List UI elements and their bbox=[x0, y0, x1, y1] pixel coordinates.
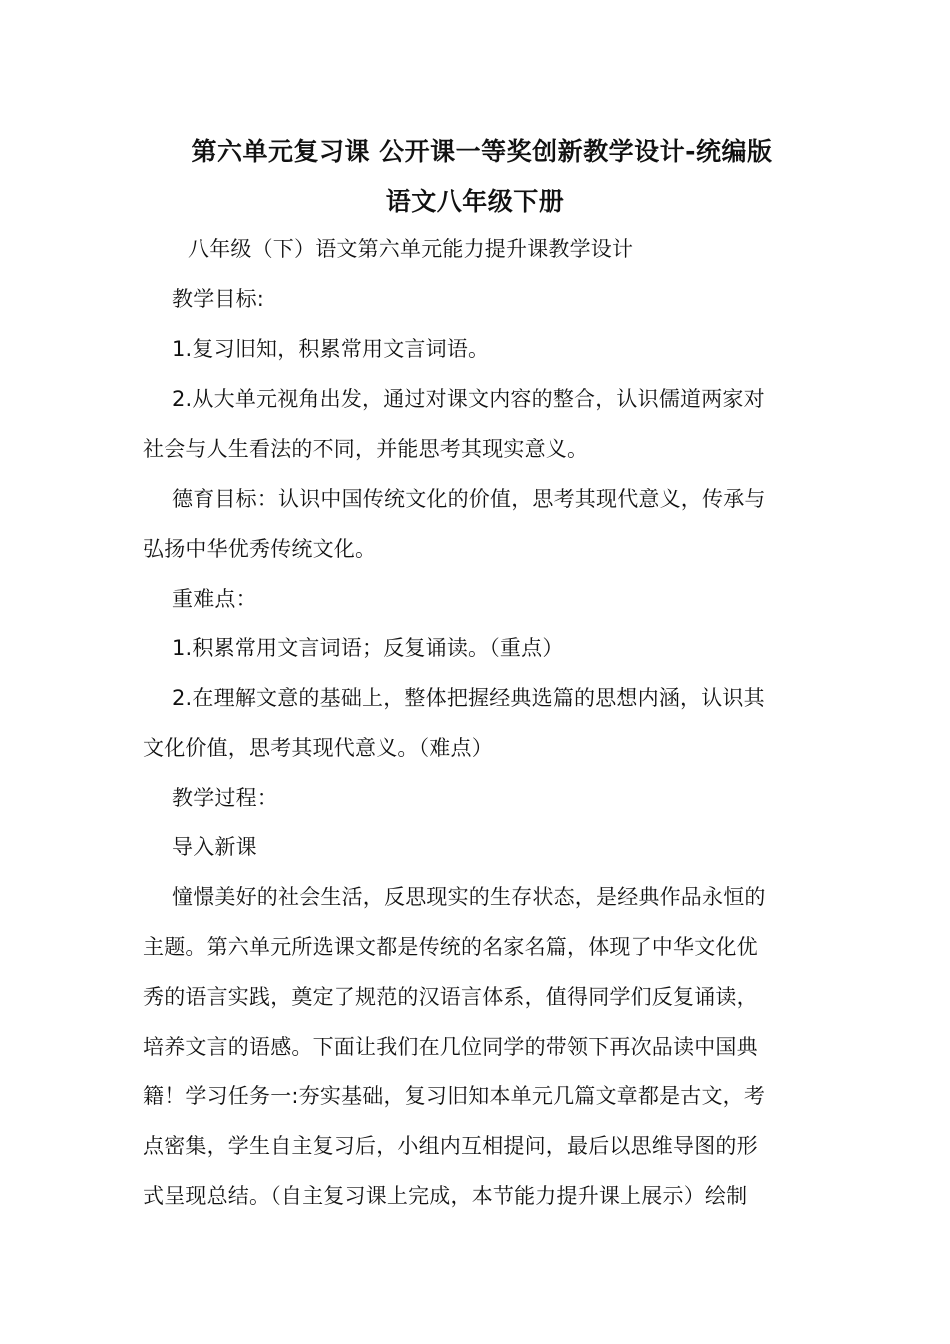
paragraph-line: 点密集，学生自主复习后，小组内互相提问，最后以思维导图的形 bbox=[143, 1134, 758, 1158]
paragraph-line: 2.在理解文意的基础上，整体把握经典选篇的思想内涵，认识其 bbox=[172, 686, 765, 710]
document-subtitle: 八年级（下）语文第六单元能力提升课教学设计 bbox=[188, 237, 634, 261]
paragraph-line: 弘扬中华优秀传统文化。 bbox=[143, 537, 377, 561]
paragraph-line: 憧憬美好的社会生活，反思现实的生存状态，是经典作品永恒的 bbox=[172, 885, 766, 909]
paragraph-line: 1.积累常用文言词语；反复诵读。（重点） bbox=[172, 636, 564, 660]
section-heading-key-points: 重难点： bbox=[172, 587, 257, 611]
section-heading-intro: 导入新课 bbox=[172, 835, 257, 859]
paragraph-line: 培养文言的语感。下面让我们在几位同学的带领下再次品读中国典 bbox=[143, 1035, 758, 1059]
section-heading-process: 教学过程： bbox=[172, 786, 278, 810]
paragraph-line: 秀的语言实践，奠定了规范的汉语言体系，值得同学们反复诵读， bbox=[143, 985, 758, 1009]
paragraph-line: 德育目标：认识中国传统文化的价值，思考其现代意义，传承与 bbox=[172, 487, 766, 511]
paragraph-line: 式呈现总结。（自主复习课上完成，本节能力提升课上展示）绘制 bbox=[143, 1184, 748, 1208]
document-title-line-1: 第六单元复习课 公开课一等奖创新教学设计-统编版 bbox=[191, 137, 773, 166]
paragraph-line: 文化价值，思考其现代意义。（难点） bbox=[143, 736, 493, 760]
paragraph-line: 1.复习旧知，积累常用文言词语。 bbox=[172, 337, 490, 361]
paragraph-line: 主题。第六单元所选课文都是传统的名家名篇，体现了中华文化优 bbox=[143, 935, 758, 959]
paragraph-line: 2.从大单元视角出发，通过对课文内容的整合，认识儒道两家对 bbox=[172, 387, 765, 411]
paragraph-line: 社会与人生看法的不同，并能思考其现实意义。 bbox=[143, 437, 589, 461]
section-heading-objectives: 教学目标: bbox=[172, 287, 265, 311]
paragraph-line: 籍！学习任务一:夯实基础，复习旧知本单元几篇文章都是古文，考 bbox=[143, 1084, 766, 1108]
document-title-line-2: 语文八年级下册 bbox=[385, 187, 565, 216]
